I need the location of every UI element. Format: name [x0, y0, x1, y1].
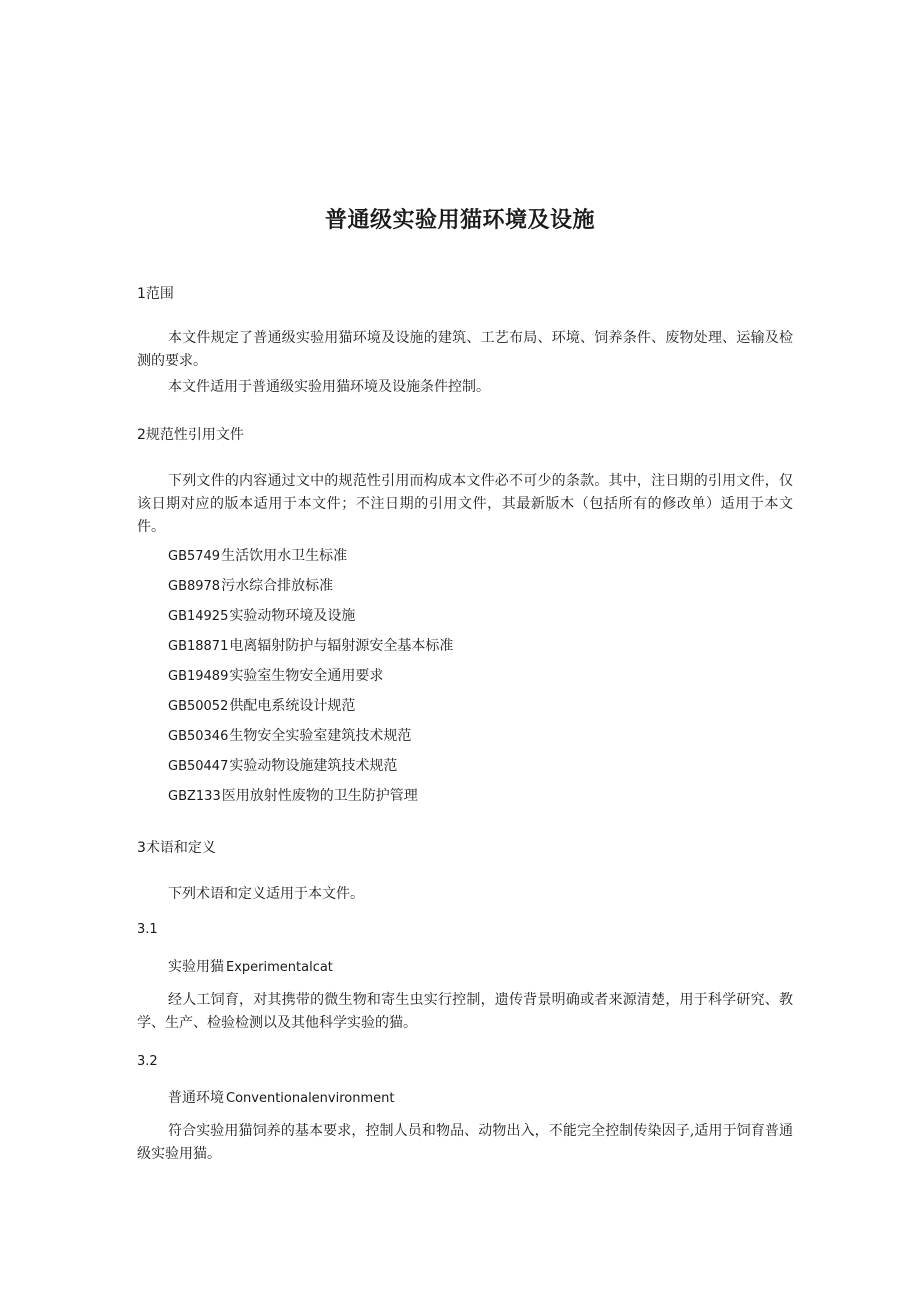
reference-code: GB50346 [168, 729, 229, 744]
references-intro: 下列文件的内容通过文中的规范性引用而构成本文件必不可少的条款。其中，注日期的引用文件，仅该日期对应的版本适用于本文件；不注日期的引用文件，其最新版木（包括所有的修改单）适用于本文件。 [137, 473, 793, 535]
reference-item [168, 695, 453, 725]
reference-title: 实验动物设施建筑技术规范 [229, 758, 398, 774]
terms-intro: 下列术语和定义适用于本文件。 [168, 886, 364, 902]
reference-item [168, 545, 453, 575]
reference-item [168, 725, 453, 755]
section-heading-scope: 1范围 [137, 286, 174, 302]
reference-code: GB14925 [168, 609, 229, 624]
reference-code: GB5749 [168, 549, 221, 564]
document-title: 普通级实验用猫环境及设施 [324, 208, 595, 233]
reference-title: 实验室生物安全通用要求 [229, 668, 384, 684]
term-name-3-1 [168, 956, 333, 976]
reference-title: 生物安全实验室建筑技术规范 [229, 728, 412, 744]
reference-code: GB50447 [168, 759, 229, 774]
term-name-3-2 [168, 1087, 394, 1107]
scope-paragraph-2: 本文件适用于普通级实验用猫环境及设施条件控制。 [168, 379, 490, 395]
reference-title: 实验动物环境及设施 [229, 608, 356, 624]
reference-item [168, 785, 453, 815]
term-name-cn: 实验用猫 [168, 959, 224, 975]
reference-title: 污水综合排放标准 [221, 578, 334, 594]
section-heading-terms: 3术语和定义 [137, 840, 216, 856]
term-name-en: Conventionalenvironment [226, 1091, 395, 1106]
reference-code: GB18871 [168, 639, 229, 654]
reference-item [168, 755, 453, 785]
reference-code: GB19489 [168, 669, 229, 684]
term-number-3-1: 3.1 [137, 922, 158, 937]
term-name-cn: 普通环境 [168, 1090, 224, 1106]
scope-paragraph-1: 本文件规定了普通级实验用猫环境及设施的建筑、工艺布局、环境、饲养条件、废物处理、运输及检测的要求。 [137, 330, 793, 369]
reference-item [168, 575, 453, 605]
reference-title: 供配电系统设计规范 [229, 698, 356, 714]
reference-code: GB50052 [168, 699, 229, 714]
reference-item [168, 605, 453, 635]
term-number-3-2: 3.2 [137, 1054, 158, 1069]
term-definition-3-2: 符合实验用猫饲养的基本要求，控制人员和物品、动物出入，不能完全控制传染因子,适用于饲育普通级实验用猫。 [137, 1123, 793, 1162]
reference-item [168, 635, 453, 665]
reference-title: 电离辐射防护与辐射源安全基本标准 [229, 638, 454, 654]
term-definition-3-1: 经人工饲育，对其携带的微生物和寄生虫实行控制，遗传背景明确或者来源清楚，用于科学研究、教学、生产、检验检测以及其他科学实验的猫。 [137, 992, 793, 1031]
reference-code: GB8978 [168, 579, 221, 594]
term-name-en: Experimentalcat [226, 960, 333, 975]
section-heading-references: 2规范性引用文件 [137, 427, 244, 443]
reference-title: 生活饮用水卫生标准 [221, 548, 348, 564]
reference-title: 医用放射性废物的卫生防护管理 [221, 788, 418, 804]
reference-list [168, 545, 453, 815]
reference-code: GBZ133 [168, 789, 221, 804]
reference-item [168, 665, 453, 695]
